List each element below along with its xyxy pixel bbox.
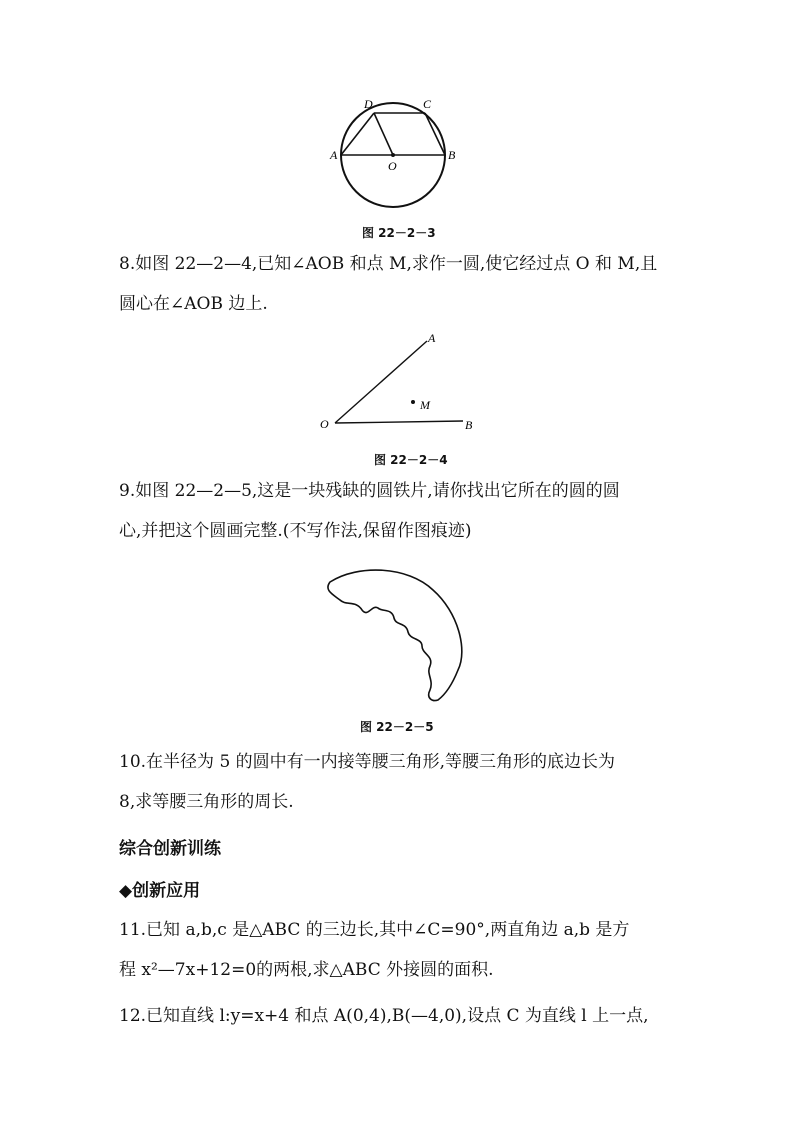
caption-figure-22-2-3: 图 22－2－3 (362, 226, 436, 240)
problem-11 (119, 910, 679, 990)
label-o: O (388, 159, 397, 173)
section-title: 综合创新训练 (119, 839, 221, 859)
caption-figure-22-2-4: 图 22－2－4 (374, 453, 448, 467)
problem-10-line-1: 10.在半径为 5 的圆中有一内接等腰三角形,等腰三角形的底边长为 (119, 752, 616, 772)
label-m: M (420, 398, 430, 412)
problem-12 (119, 996, 679, 1036)
problem-8-line-2: 圆心在∠AOB 边上. (119, 294, 268, 314)
problem-9-line-2: 心,并把这个圆画完整.(不写作法,保留作图痕迹) (119, 521, 472, 541)
label-c: C (423, 97, 432, 111)
figure-22-2-4 (318, 330, 488, 440)
label-a: A (330, 148, 338, 162)
problem-10-line-2: 8,求等腰三角形的周长. (119, 792, 294, 812)
problem-11-line-1: 11.已知 a,b,c 是△ABC 的三边长,其中∠C=90°,两直角边 a,b 是方 (119, 920, 630, 940)
figure-22-2-5 (318, 560, 478, 710)
point-m (411, 400, 415, 404)
subsection-title: ◆创新应用 (119, 881, 201, 901)
problem-11-line-2: 程 x²—7x+12=0的两根,求△ABC 外接圆的面积. (119, 960, 494, 980)
problem-10 (119, 742, 679, 822)
ray-oa (335, 341, 427, 423)
problem-8 (119, 244, 679, 324)
label-b: B (448, 148, 456, 162)
problem-9-line-1: 9.如图 22—2—5,这是一块残缺的圆铁片,请你找出它所在的圆的圆 (119, 481, 620, 501)
ray-ob (335, 421, 463, 423)
problem-12-line-1: 12.已知直线 l:y=x+4 和点 A(0,4),B(—4,0),设点 C 为直线 l 上一点, (119, 1006, 649, 1026)
label-o: O (320, 417, 329, 431)
segment-od (374, 113, 393, 155)
center-point-o (391, 153, 395, 157)
label-d: D (364, 97, 373, 111)
chord-bc (425, 113, 445, 155)
figure-22-2-3 (330, 92, 470, 212)
problem-9 (119, 471, 679, 551)
caption-figure-22-2-5: 图 22－2－5 (360, 720, 434, 734)
label-a: A (428, 331, 436, 345)
broken-iron-piece (328, 570, 462, 700)
problem-8-line-1: 8.如图 22—2—4,已知∠AOB 和点 M,求作一圆,使它经过点 O 和 M,且 (119, 254, 658, 274)
label-b: B (465, 418, 473, 432)
